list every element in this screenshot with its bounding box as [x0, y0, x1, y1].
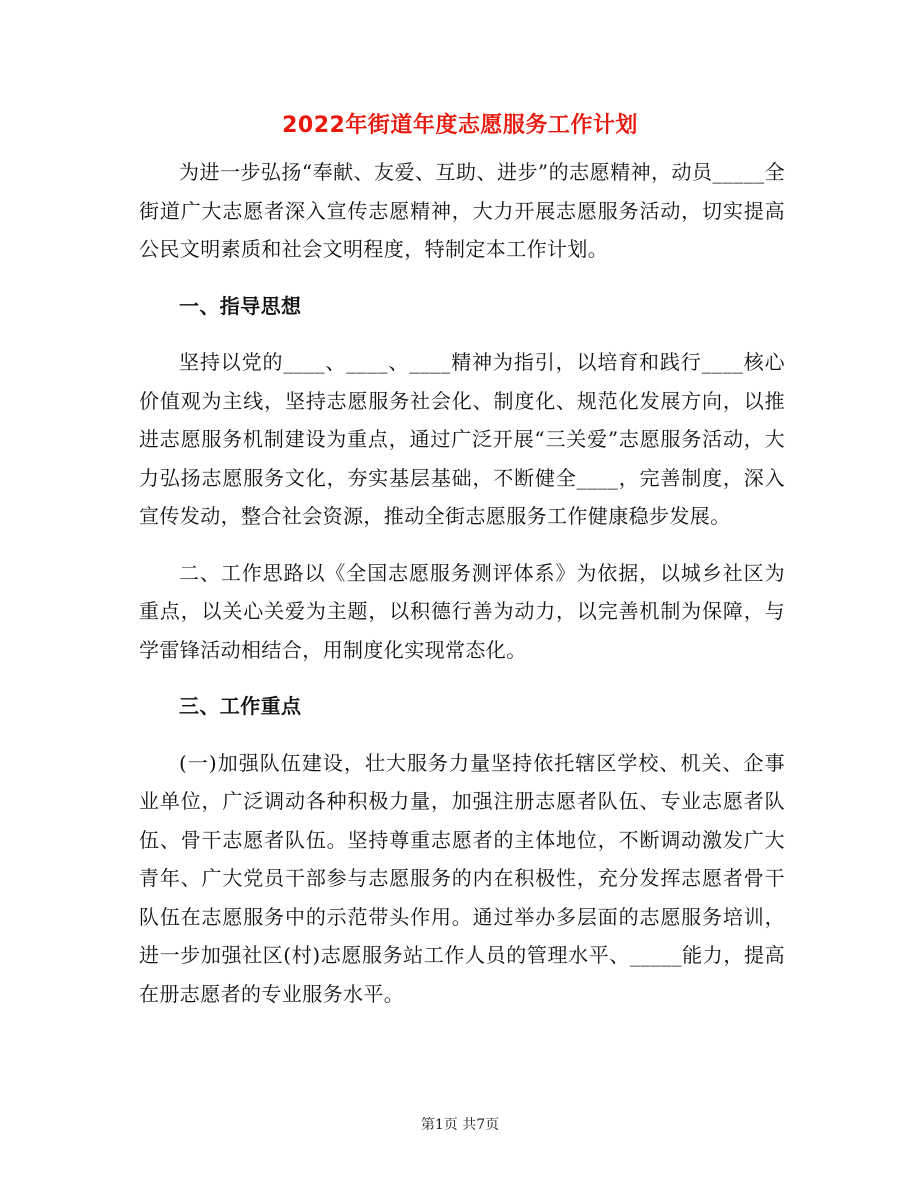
paragraph-gap: [139, 269, 785, 287]
document-body: [139, 153, 785, 1013]
paragraph-gap: [139, 325, 785, 343]
page-number-footer: 第1页 共7页: [420, 1117, 500, 1133]
document-title: 2022年街道年度志愿服务工作计划: [282, 113, 638, 138]
work-approach-paragraph: 二、工作思路以《全国志愿服务测评体系》为依据，以城乡社区为重点，以关心关爱为主题，以积德行善为动力，以完善机制为保障，与学雷锋活动相结合，用制度化实现常态化。: [139, 560, 785, 662]
section-heading-work-focus: 三、工作重点: [179, 694, 302, 718]
paragraph-gap: [139, 669, 785, 687]
work-focus-paragraph-1: (一)加强队伍建设，壮大服务力量坚持依托辖区学校、机关、企事业单位，广泛调动各种积极力量，加强注册志愿者队伍、专业志愿者队伍、骨干志愿者队伍。坚持尊重志愿者的主体地位，不断调动激发广大青年、广大党员干部参与志愿服务的内在积极性，充分发挥志愿者骨干队伍在志愿服务中的示范带头作用。通过举办多层面的志愿服务培训，进一步加强社区(村)志愿服务站工作人员的管理水平、_____能力，提高在册志愿者的专业服务水平。: [139, 750, 785, 1006]
paragraph-gap: [139, 726, 785, 744]
intro-paragraph: 为进一步弘扬“奉献、友爱、互助、进步”的志愿精神，动员_____全街道广大志愿者深入宣传志愿精神，大力开展志愿服务活动，切实提高公民文明素质和社会文明程度，特制定本工作计划。: [139, 160, 785, 261]
section-heading-guiding-ideology: 一、指导思想: [179, 293, 302, 318]
paragraph-gap: [139, 536, 785, 554]
guiding-ideology-paragraph: 坚持以党的____、____、____精神为指引，以培育和践行____核心价值观为主线，坚持志愿服务社会化、制度化、规范化发展方向，以推进志愿服务机制建设为重点，通过广泛开展“三关爱”志愿服务活动，大力弘扬志愿服务文化，夯实基层基础，不断健全____，完善制度，深入宣传发动，整合社会资源，推动全街志愿服务工作健康稳步发展。: [139, 350, 785, 528]
